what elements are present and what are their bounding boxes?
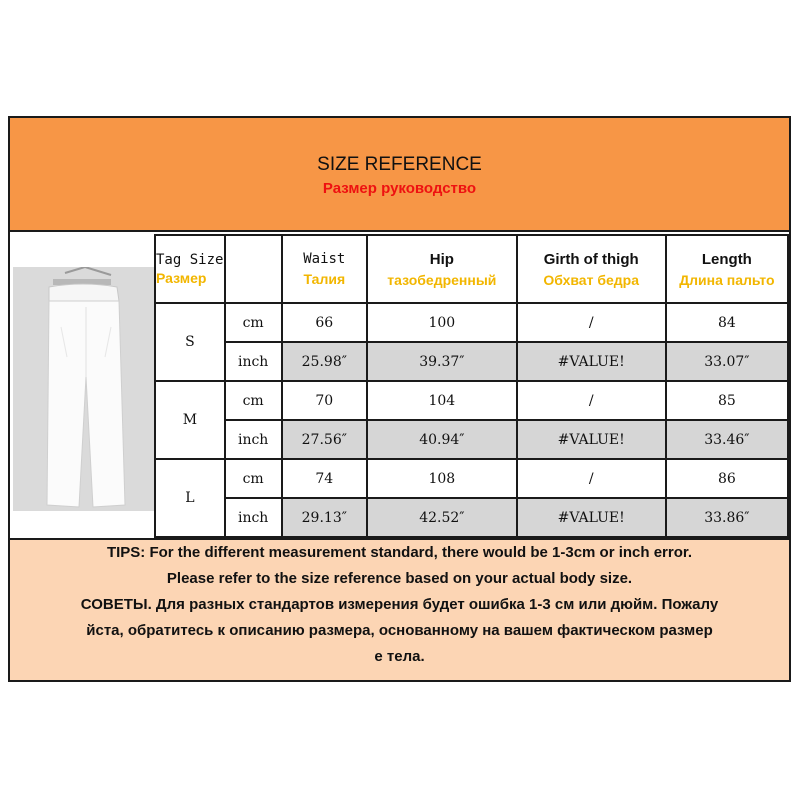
column-header-label-en: Tag Size [156, 252, 224, 268]
length-cell: 85 [666, 381, 788, 420]
unit-cell: inch [225, 342, 282, 381]
hip-cell: 100 [367, 303, 517, 342]
unit-cell: cm [225, 381, 282, 420]
hip-cell: 42.52″ [367, 498, 517, 537]
column-header-label-ru: Талия [303, 271, 346, 287]
thigh-cell: / [517, 303, 666, 342]
tips-line: йста, обратитесь к описанию размера, основанному на вашем фактическом размер [86, 622, 713, 639]
waist-cell: 66 [282, 303, 368, 342]
tips-line: СОВЕТЫ. Для разных стандартов измерения будет ошибка 1-3 см или дюйм. Пожалу [80, 596, 719, 613]
length-cell: 33.86″ [666, 498, 788, 537]
column-header-label-en: Length [701, 250, 752, 268]
thigh-cell: #VALUE! [517, 498, 666, 537]
unit-cell: cm [225, 303, 282, 342]
hip-cell: 104 [367, 381, 517, 420]
hip-cell: 40.94″ [367, 420, 517, 459]
length-cell: 33.46″ [666, 420, 788, 459]
column-header-thigh [517, 235, 666, 303]
table-row-m-cm [155, 381, 788, 420]
length-cell: 84 [666, 303, 788, 342]
photo-background [13, 267, 154, 511]
title-english: SIZE REFERENCE [317, 154, 482, 175]
table-row-s-inch [155, 342, 788, 381]
tips-line: Please refer to the size reference based on your actual body size. [166, 570, 633, 587]
table-row-s-cm [155, 303, 788, 342]
waist-cell: 25.98″ [282, 342, 368, 381]
title-russian: Размер руководство [322, 180, 477, 197]
column-header-label-ru: тазобедренный [387, 271, 497, 288]
table-row-l-cm [155, 459, 788, 498]
size-cell: L [155, 459, 225, 537]
hip-cell: 39.37″ [367, 342, 517, 381]
waist-cell: 27.56″ [282, 420, 368, 459]
column-header-label-en: Waist [303, 251, 346, 267]
length-cell: 86 [666, 459, 788, 498]
hip-cell: 108 [367, 459, 517, 498]
column-header-label-en: Hip [429, 250, 454, 268]
waist-cell: 70 [282, 381, 368, 420]
unit-cell: inch [225, 498, 282, 537]
column-header-length [666, 235, 788, 303]
column-header-label-ru: Размер [156, 270, 207, 286]
size-cell: S [155, 303, 225, 381]
thigh-cell: #VALUE! [517, 342, 666, 381]
column-header-tag-size [155, 235, 225, 303]
table-row-m-inch [155, 420, 788, 459]
column-header-hip [367, 235, 517, 303]
tips-line: е тела. [374, 648, 425, 665]
thigh-cell: #VALUE! [517, 420, 666, 459]
column-header-waist [282, 235, 368, 303]
table-row-l-inch [155, 498, 788, 537]
tips-line: TIPS: For the different measurement standard, there would be 1-3cm or inch error. [106, 544, 693, 561]
size-chart [8, 116, 791, 682]
column-header-label-ru: Длина пальто [679, 271, 775, 288]
unit-cell: cm [225, 459, 282, 498]
size-cell: M [155, 381, 225, 459]
white-pants-image [13, 267, 154, 511]
thigh-cell: / [517, 381, 666, 420]
length-cell: 33.07″ [666, 342, 788, 381]
column-header-unit [225, 235, 282, 303]
waist-cell: 29.13″ [282, 498, 368, 537]
thigh-cell: / [517, 459, 666, 498]
column-header-label-en: Girth of thigh [543, 250, 639, 268]
tips-box [10, 538, 789, 680]
column-header-label-ru: Обхват бедра [543, 271, 639, 288]
table-header-row [155, 235, 788, 303]
size-table [154, 234, 789, 538]
waist-cell: 74 [282, 459, 368, 498]
unit-cell: inch [225, 420, 282, 459]
chart-header [10, 118, 789, 232]
